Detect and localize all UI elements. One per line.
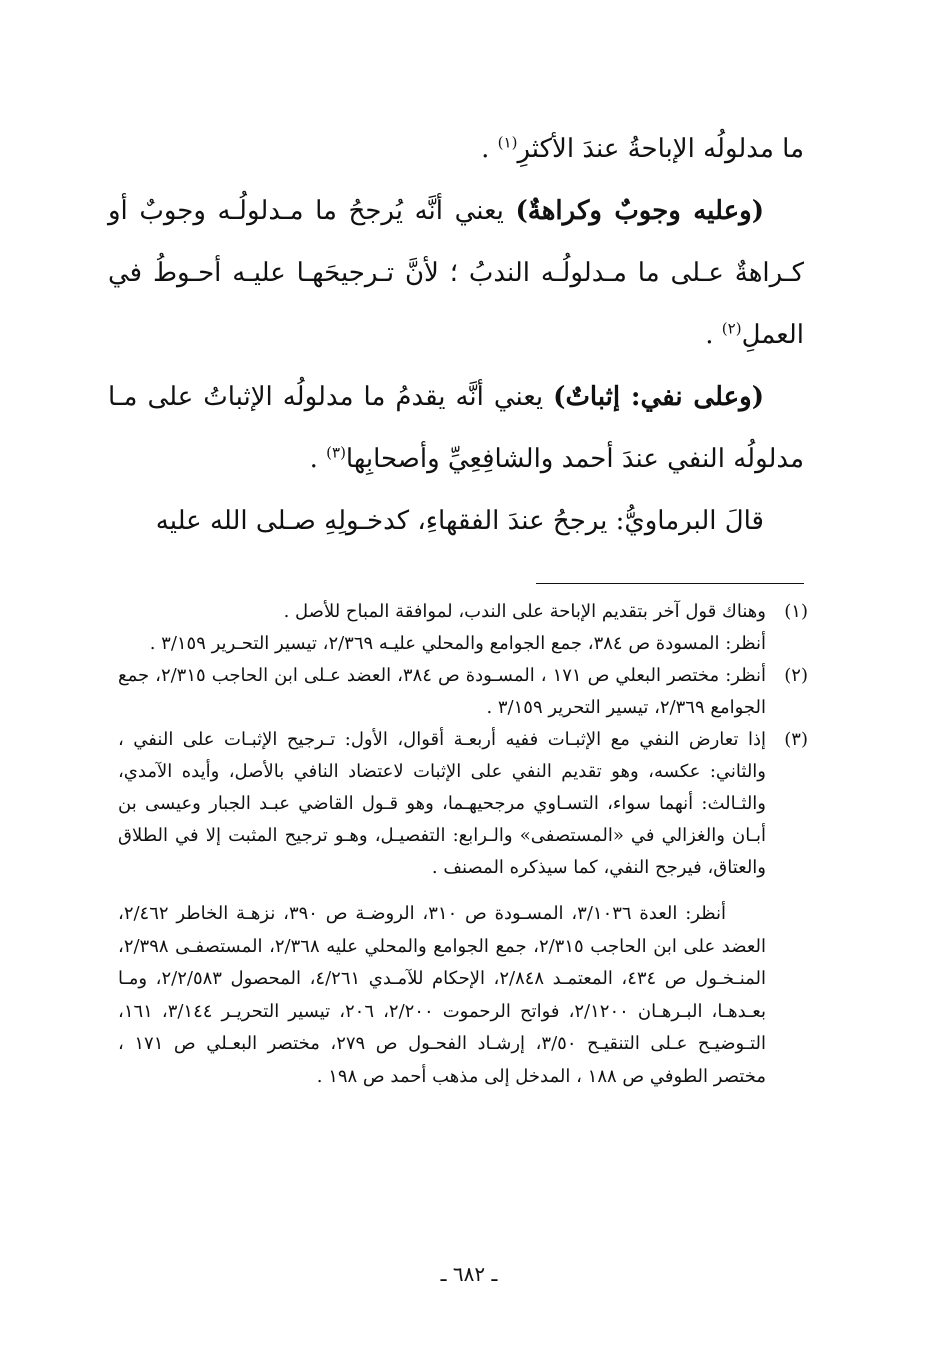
footnote-3: [118, 724, 808, 1093]
paragraph-1-text: ما مدلولُه الإباحةُ عندَ الأكثرِ: [517, 134, 804, 164]
paragraph-4: [108, 490, 804, 552]
main-text: [108, 118, 804, 552]
paragraph-3: [108, 366, 804, 490]
footnote-ref-3: (٣): [326, 443, 346, 462]
footnote-2-text: أنظر: مختصر البعلي ص ١٧١ ، المسـودة ص ٣٨٤، العضد عـلى ابن الحاجب ٢/٣١٥، جمع الجوامع ٢/٣٦٩، تيسير التحرير ٣/١٥٩ .: [118, 665, 766, 718]
paragraph-3-text: يعني أنَّه يقدمُ ما مدلولُه الإثباتُ على مـا مدلولُه النفي عندَ أحمد والشافِعِيِّ وأصحابِها: [108, 382, 804, 474]
paragraph-3-heading: (وعلى نفي: إثباتٌ): [553, 382, 764, 412]
footnote-2-number: (٢): [784, 665, 808, 686]
footnote-divider: [536, 583, 804, 584]
footnote-3-text: إذا تعارض النفي مع الإثبـات ففيه أربعـة أقوال، الأول: تـرجيح الإثبـات على النفي ، والثاني: عكسه، وهو تقديم النفي على الإثبات لاعتضاد النافي بالأصل، وأيده الآمدي، والثـالث: أنهما سواء، التسـاوي مرجحيهـما، وهو قـول القاضي عبـد الجبار وعيسى بن أبـان والغزالي في «المستصفى» والـرابع: التفصيـل، وهـو ترجيح المثبت إلا في الطلاق والعتاق، فيرجح النفي، كما سيذكره المصنف .: [118, 729, 766, 878]
footnote-1-refs: أنظر: المسودة ص ٣٨٤، جمع الجوامع والمحلي عليـه ٢/٣٦٩، تيسير التحـرير ٣/١٥٩ .: [149, 633, 766, 654]
paragraph-4-text: قالَ البرماويُّ: يرجحُ عندَ الفقهاءِ، كدخـولِهِ صـلى الله عليه: [155, 506, 764, 536]
paragraph-1: [108, 118, 804, 180]
footnote-1-number: (١): [784, 601, 808, 622]
paragraph-2-end: .: [705, 320, 722, 350]
footnote-1: [118, 596, 808, 660]
footnote-2: [118, 660, 808, 724]
footnote-ref-1: (١): [497, 133, 518, 152]
paragraph-1-end: .: [481, 134, 498, 164]
footnote-3-number: (٣): [784, 729, 808, 750]
paragraph-2-heading: (وعليه وجوبٌ وكراهةٌ): [515, 196, 764, 226]
footnote-3-refs: أنظر: العدة ٣/١٠٣٦، المسـودة ص ٣١٠، الروضـة ص ٣٩٠، نزهـة الخاطر ٢/٤٦٢، العضد على ابن الحاجب ٢/٣١٥، جمع الجوامع والمحلي عليه ٢/٣٦٨، المستصفـى ٢/٣٩٨، المنـخـول ص ٤٣٤، المعتمـد ٢/٨٤٨، الإحكام للآمـدي ٤/٢٦١، المحصول ٢/٢/٥٨٣، ومـا بعـدهـا، البـرهـان ٢/١٢٠٠، فواتح الرحموت ٢/٢٠٠، ٢٠٦، تيسير التحريـر ٣/١٤٤، ١٦١، التـوضيـح عـلى التنقيـح ٣/٥٠، إرشـاد الفحـول ص ٢٧٩، مختصر البعـلي ص ١٧١ ، مختصر الطوفي ص ١٨٨ ، المدخل إلى مذهب أحمد ص ١٩٨ .: [118, 903, 767, 1087]
page-number: ـ ٦٨٢ ـ: [440, 1262, 498, 1286]
paragraph-3-end: .: [309, 444, 327, 474]
paragraph-2: [108, 180, 804, 366]
footnote-1-text: وهناك قول آخر بتقديم الإباحة على الندب، لموافقة المباح للأصل .: [283, 601, 766, 622]
paragraph-2-text: يعني أنَّه يُرجحُ ما مـدلولُـه وجوبٌ أو كـراهةٌ عـلى ما مـدلولُـه الندبُ ؛ لأنَّ تـرجيحَهـا عليـه أحـوطُ في العملِ: [108, 196, 804, 350]
footnote-ref-2: (٢): [721, 319, 742, 338]
footnotes: [118, 596, 808, 1093]
